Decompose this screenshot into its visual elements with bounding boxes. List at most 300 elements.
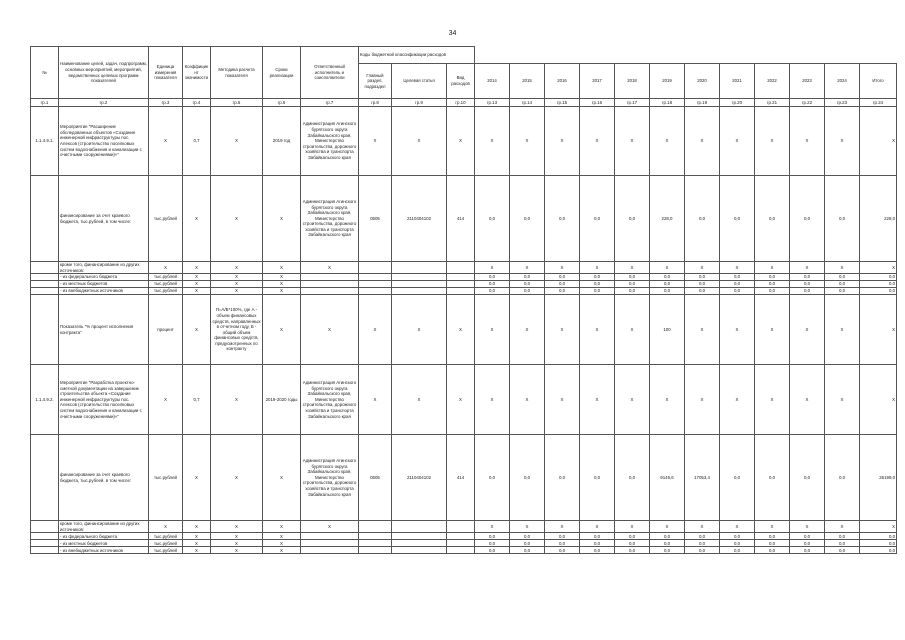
table-cell: Х (720, 295, 755, 365)
column-number-cell: гр.10 (447, 99, 475, 107)
table-cell: Х (755, 107, 790, 176)
table-cell: 0,0 (475, 547, 510, 554)
table-cell: 0,0 (685, 274, 720, 281)
table-cell: 0,0 (755, 281, 790, 288)
table-cell: Х (447, 365, 475, 435)
table-cell: - из федерального бюджета (59, 533, 149, 540)
table-cell: 0,0 (615, 281, 650, 288)
table-cell: 0,0 (720, 281, 755, 288)
table-cell: 0,0 (510, 547, 545, 554)
table-cell: 0,0 (860, 288, 897, 295)
table-cell: 0,0 (685, 288, 720, 295)
column-number-cell: гр.13 (475, 99, 510, 107)
header-year: 2020 (685, 64, 720, 99)
table-cell (359, 281, 392, 288)
header-num: № (31, 47, 59, 99)
table-cell: 0,0 (720, 533, 755, 540)
table-cell: 0,0 (720, 288, 755, 295)
table-cell (447, 281, 475, 288)
table-cell: Х (615, 295, 650, 365)
table-cell: тыс.рублей (149, 547, 183, 554)
header-year: 2016 (545, 64, 580, 99)
table-cell: 0,0 (755, 533, 790, 540)
column-number-cell: гр.7 (301, 99, 359, 107)
table-cell (31, 547, 59, 554)
table-cell (447, 274, 475, 281)
table-cell: Х (510, 262, 545, 274)
table-cell (31, 533, 59, 540)
table-row (31, 288, 897, 295)
table-cell: Х (580, 262, 615, 274)
table-row (31, 521, 897, 533)
table-cell: Х (359, 365, 392, 435)
table-cell: 228,0 (860, 176, 897, 262)
table-cell: 0,0 (545, 547, 580, 554)
table-cell: Х (211, 521, 263, 533)
table-cell: 0,0 (755, 547, 790, 554)
header-responsible: Ответственный исполнитель и соисполнители (301, 47, 359, 99)
table-cell: Х (860, 365, 897, 435)
table-cell: 0,0 (720, 547, 755, 554)
table-cell: Администрация Агинского бурятского округа Забайкальского края, Министерство строительства, дорожного хозяйства и транспорта Забайкальского края (301, 176, 359, 262)
table-cell: Х (650, 521, 685, 533)
table-cell (301, 274, 359, 281)
table-cell: 0,0 (615, 533, 650, 540)
table-cell: Х (263, 521, 301, 533)
table-cell: Х (183, 540, 211, 547)
table-cell: Х (211, 365, 263, 435)
header-budget-codes: Коды бюджетной классификации расходов (359, 47, 475, 64)
column-number-cell: гр.8 (359, 99, 392, 107)
table-cell: Х (685, 262, 720, 274)
table-cell: 0,0 (510, 540, 545, 547)
table-cell: - из местных бюджетов (59, 281, 149, 288)
table-cell: 0,0 (755, 435, 790, 521)
table-cell: Х (263, 540, 301, 547)
table-cell (301, 288, 359, 295)
table-cell: П=А/Б*100%, где А - объем финансовых средств, направленных в отчетном году, Б - общий объем финансовых средств, предусмотренных по контракту (211, 295, 263, 365)
header-term: Сроки реализации (263, 47, 301, 99)
table-cell (31, 274, 59, 281)
table-cell: 0,0 (755, 274, 790, 281)
table-cell: 26199,0 (860, 435, 897, 521)
table-cell (359, 288, 392, 295)
table-cell: 0,0 (580, 281, 615, 288)
table-cell: Х (755, 262, 790, 274)
table-cell: 0,0 (825, 288, 860, 295)
table-cell: тыс.рублей (149, 435, 183, 521)
table-cell: Администрация Агинского бурятского округа Забайкальского края, Министерство строительства, дорожного хозяйства и транспорта Забайкальского края (301, 365, 359, 435)
table-cell: Х (263, 288, 301, 295)
table-cell: Х (790, 295, 825, 365)
table-cell (31, 288, 59, 295)
table-row (31, 435, 897, 521)
table-cell: 0,0 (615, 540, 650, 547)
table-cell: Х (650, 107, 685, 176)
table-cell: 0,0 (860, 533, 897, 540)
table-cell: финансирование за счет краевого бюджета, тыс.рублей, в том числе: (59, 176, 149, 262)
table-cell: Х (301, 262, 359, 274)
table-cell: Х (183, 435, 211, 521)
table-cell: тыс.рублей (149, 288, 183, 295)
table-cell: 0,0 (580, 547, 615, 554)
table-cell: 0,0 (475, 540, 510, 547)
table-cell: Х (580, 521, 615, 533)
table-cell: Х (211, 533, 263, 540)
header-year: 2023 (790, 64, 825, 99)
table-cell: Х (825, 365, 860, 435)
table-cell: 0,0 (860, 547, 897, 554)
table-row (31, 107, 897, 176)
table-row (31, 365, 897, 435)
table-cell: кроме того, финансирование из других источников: (59, 521, 149, 533)
table-cell: 0,0 (650, 540, 685, 547)
table-cell: Х (650, 365, 685, 435)
table-cell: Х (301, 521, 359, 533)
table-cell: Показатель "% процент исполнения контракта" (59, 295, 149, 365)
table-cell: Х (211, 274, 263, 281)
table-cell: Х (183, 176, 211, 262)
column-number-cell: гр.6 (263, 99, 301, 107)
table-cell: Х (510, 365, 545, 435)
table-cell: 228,0 (650, 176, 685, 262)
table-cell: Х (149, 521, 183, 533)
table-cell: 0,0 (790, 176, 825, 262)
table-cell (31, 540, 59, 547)
table-row (31, 533, 897, 540)
table-cell: Х (211, 547, 263, 554)
table-cell: Х (211, 176, 263, 262)
table-cell: 0,0 (510, 533, 545, 540)
table-cell: Х (545, 262, 580, 274)
header-unit: Единица измерения показателя (149, 47, 183, 99)
table-cell: 0,0 (860, 540, 897, 547)
table-cell: Х (149, 365, 183, 435)
table-cell (301, 281, 359, 288)
table-cell: Х (263, 547, 301, 554)
table-cell: 0,0 (545, 540, 580, 547)
table-cell (31, 262, 59, 274)
table-cell: Х (183, 521, 211, 533)
table-cell: Х (790, 107, 825, 176)
table-cell: 0,0 (580, 176, 615, 262)
table-cell (31, 435, 59, 521)
table-cell: 0,0 (615, 274, 650, 281)
table-cell: 0,7 (183, 107, 211, 176)
header-year: 2019 (650, 64, 685, 99)
table-cell: 0,0 (790, 435, 825, 521)
table-cell: Х (720, 365, 755, 435)
table-cell: 0,0 (615, 435, 650, 521)
column-number-cell: гр.16 (580, 99, 615, 107)
table-cell: Х (790, 521, 825, 533)
table-cell (31, 295, 59, 365)
column-number-cell: гр.4 (183, 99, 211, 107)
table-cell (359, 521, 392, 533)
header-year: 2014 (475, 64, 510, 99)
table-cell: Х (211, 288, 263, 295)
table-cell: Х (475, 521, 510, 533)
table-cell: 0,0 (685, 533, 720, 540)
header-year: 2021 (720, 64, 755, 99)
table-cell: Х (211, 435, 263, 521)
table-cell: 0,0 (790, 288, 825, 295)
table-cell: 0,0 (825, 547, 860, 554)
table-cell: 1.1.4.9.2. (31, 365, 59, 435)
table-cell: Х (475, 262, 510, 274)
table-cell (392, 533, 447, 540)
table-cell (392, 262, 447, 274)
table-cell: 0,0 (650, 281, 685, 288)
budget-table (30, 46, 897, 554)
table-cell (447, 540, 475, 547)
table-cell: Х (183, 262, 211, 274)
column-number-cell: гр.21 (755, 99, 790, 107)
table-cell: 0,0 (510, 288, 545, 295)
header-chapter: Главный раздел, подраздел (359, 64, 392, 99)
table-cell (359, 274, 392, 281)
table-cell: Х (301, 295, 359, 365)
table-cell: Х (183, 547, 211, 554)
table-cell: Х (211, 262, 263, 274)
header-year: 2022 (755, 64, 790, 99)
table-cell: Х (580, 295, 615, 365)
column-number-cell: гр.15 (545, 99, 580, 107)
table-cell: Х (545, 365, 580, 435)
table-cell: - из местных бюджетов (59, 540, 149, 547)
table-cell (447, 521, 475, 533)
table-cell: Х (720, 107, 755, 176)
table-row (31, 281, 897, 288)
table-cell: 0,0 (825, 281, 860, 288)
table-cell (392, 274, 447, 281)
table-cell: 0,0 (545, 176, 580, 262)
table-cell (392, 547, 447, 554)
table-cell: 0,0 (685, 540, 720, 547)
table-cell: Х (263, 281, 301, 288)
table-cell (359, 533, 392, 540)
table-cell: 0,0 (825, 435, 860, 521)
table-cell: Х (475, 107, 510, 176)
table-cell: Х (510, 295, 545, 365)
table-cell: 0,0 (720, 435, 755, 521)
table-cell: 0,0 (580, 435, 615, 521)
table-cell: Х (720, 262, 755, 274)
table-cell: 0,0 (545, 435, 580, 521)
table-cell: Х (545, 295, 580, 365)
table-cell: Х (860, 262, 897, 274)
table-cell: 0,0 (545, 288, 580, 295)
table-cell (359, 547, 392, 554)
table-cell: 2110404102 (392, 176, 447, 262)
table-cell (301, 540, 359, 547)
column-number-cell: гр.23 (825, 99, 860, 107)
header-year: 2024 (825, 64, 860, 99)
table-row (31, 176, 897, 262)
table-cell: 0,0 (615, 288, 650, 295)
table-cell: Х (263, 435, 301, 521)
table-cell: кроме того, финансирование из других источников: (59, 262, 149, 274)
table-cell: тыс.рублей (149, 281, 183, 288)
table-cell: Х (183, 288, 211, 295)
table-cell: 0,0 (545, 281, 580, 288)
column-number-cell: гр.18 (650, 99, 685, 107)
table-cell: 9145,6 (650, 435, 685, 521)
table-cell: Х (263, 295, 301, 365)
table-cell: 0,0 (580, 274, 615, 281)
table-cell: 0,0 (685, 176, 720, 262)
table-cell: Х (825, 262, 860, 274)
table-cell: Х (825, 295, 860, 365)
table-cell: Х (510, 521, 545, 533)
table-cell: Х (580, 107, 615, 176)
table-cell: Х (615, 107, 650, 176)
table-cell: 0505 (359, 435, 392, 521)
table-cell: финансирование за счет краевого бюджета, тыс.рублей, в том числе: (59, 435, 149, 521)
table-cell: 0,0 (545, 274, 580, 281)
table-cell: 0,0 (790, 540, 825, 547)
column-number-row (31, 99, 897, 107)
table-row (31, 274, 897, 281)
table-cell: 0,0 (755, 540, 790, 547)
table-cell: тыс.рублей (149, 176, 183, 262)
table-cell: Х (183, 295, 211, 365)
table-cell: 0505 (359, 176, 392, 262)
table-cell (392, 540, 447, 547)
table-cell: Х (685, 295, 720, 365)
table-cell: 2110404102 (392, 435, 447, 521)
table-cell: 0,0 (685, 547, 720, 554)
table-row (31, 262, 897, 274)
table-cell: Х (685, 521, 720, 533)
table-cell: Мероприятие "Разработка проектно-сметной документации на завершение строительства объекта «Создание инженерной инфраструктуры пос. Алексов (строительство поселковых систем водоснабжения и канализации с очистными сооружениями)»" (59, 365, 149, 435)
table-cell: 0,0 (475, 288, 510, 295)
table-cell: Х (615, 262, 650, 274)
table-cell: Х (860, 521, 897, 533)
table-cell: Х (860, 107, 897, 176)
table-cell: 0,0 (580, 533, 615, 540)
column-number-cell: гр.5 (211, 99, 263, 107)
table-cell: 0,0 (615, 176, 650, 262)
table-cell: Х (755, 295, 790, 365)
table-cell: 0,0 (545, 533, 580, 540)
table-cell: 0,0 (475, 274, 510, 281)
table-cell: Х (615, 365, 650, 435)
table-cell: Х (183, 281, 211, 288)
table-cell: Х (211, 540, 263, 547)
table-cell: Мероприятие "Расширение обследованных объектов «Создание инженерной инфраструктуры пос. Алексов (строительство поселковых систем водоснабжения и канализации с очистными сооружениями)»" (59, 107, 149, 176)
table-cell: 0,0 (580, 288, 615, 295)
table-cell: Х (392, 365, 447, 435)
table-cell: Х (650, 262, 685, 274)
table-cell: 0,0 (475, 533, 510, 540)
table-cell (301, 547, 359, 554)
table-cell: 0,0 (510, 176, 545, 262)
table-cell: 0,0 (475, 435, 510, 521)
table-cell: 0,0 (650, 274, 685, 281)
table-cell: 0,0 (650, 547, 685, 554)
table-cell: 0,0 (475, 281, 510, 288)
table-cell: 100 (650, 295, 685, 365)
table-cell: Х (183, 274, 211, 281)
table-cell: Х (392, 107, 447, 176)
table-row (31, 295, 897, 365)
header-name: Наименование целей, задач, подпрограмм, основных мероприятий, мероприятий, ведомственных целевых программ показателей (59, 47, 149, 99)
table-cell: Х (149, 107, 183, 176)
table-cell: Х (790, 365, 825, 435)
table-cell: тыс.рублей (149, 533, 183, 540)
table-cell: процент (149, 295, 183, 365)
table-cell (447, 288, 475, 295)
table-cell: 17053,4 (685, 435, 720, 521)
table-cell: Х (447, 295, 475, 365)
table-cell: 0,0 (825, 176, 860, 262)
table-cell: Х (211, 281, 263, 288)
table-cell: 414 (447, 176, 475, 262)
table-cell (359, 540, 392, 547)
table-cell: 414 (447, 435, 475, 521)
table-cell (447, 262, 475, 274)
table-cell: Х (510, 107, 545, 176)
table-cell: Х (263, 533, 301, 540)
column-number-cell: гр.14 (510, 99, 545, 107)
table-cell: Х (545, 521, 580, 533)
table-cell: Х (685, 365, 720, 435)
table-cell: Администрация Агинского бурятского округа Забайкальского края, Министерство строительства, дорожного хозяйства и транспорта Забайкальского края (301, 435, 359, 521)
table-cell: 0,0 (510, 281, 545, 288)
table-cell: Х (447, 107, 475, 176)
header-year: 2018 (615, 64, 650, 99)
table-cell: 0,0 (615, 547, 650, 554)
table-cell (392, 288, 447, 295)
table-cell (31, 281, 59, 288)
table-cell (392, 521, 447, 533)
table-cell: Х (211, 107, 263, 176)
column-number-cell: гр.17 (615, 99, 650, 107)
table-cell: 0,0 (790, 533, 825, 540)
column-number-cell: гр.9 (392, 99, 447, 107)
header-method: Методика расчета показателя (211, 47, 263, 99)
table-cell: 0,0 (790, 281, 825, 288)
table-cell: Х (263, 262, 301, 274)
table-cell: Х (183, 533, 211, 540)
table-cell (392, 281, 447, 288)
header-exp-type: Вид расходов (447, 64, 475, 99)
table-cell: 0,0 (825, 274, 860, 281)
column-number-cell: гр.2 (59, 99, 149, 107)
table-cell: 2019-2020 годы (263, 365, 301, 435)
table-cell: 1.1.4.9.1. (31, 107, 59, 176)
table-cell: 0,0 (790, 274, 825, 281)
table-cell: Х (825, 521, 860, 533)
column-number-cell: гр.1 (31, 99, 59, 107)
column-number-cell: гр.20 (720, 99, 755, 107)
table-row (31, 547, 897, 554)
table-cell: Х (475, 365, 510, 435)
table-cell: 0,0 (755, 176, 790, 262)
table-cell: 2019 год (263, 107, 301, 176)
table-row (31, 540, 897, 547)
header-year: 2017 (580, 64, 615, 99)
table-cell: Х (545, 107, 580, 176)
table-cell (447, 547, 475, 554)
table-cell (31, 176, 59, 262)
table-cell: 0,0 (755, 288, 790, 295)
table-cell: 0,7 (183, 365, 211, 435)
table-cell: Х (755, 365, 790, 435)
column-number-cell: гр.19 (685, 99, 720, 107)
table-cell: 0,0 (790, 547, 825, 554)
